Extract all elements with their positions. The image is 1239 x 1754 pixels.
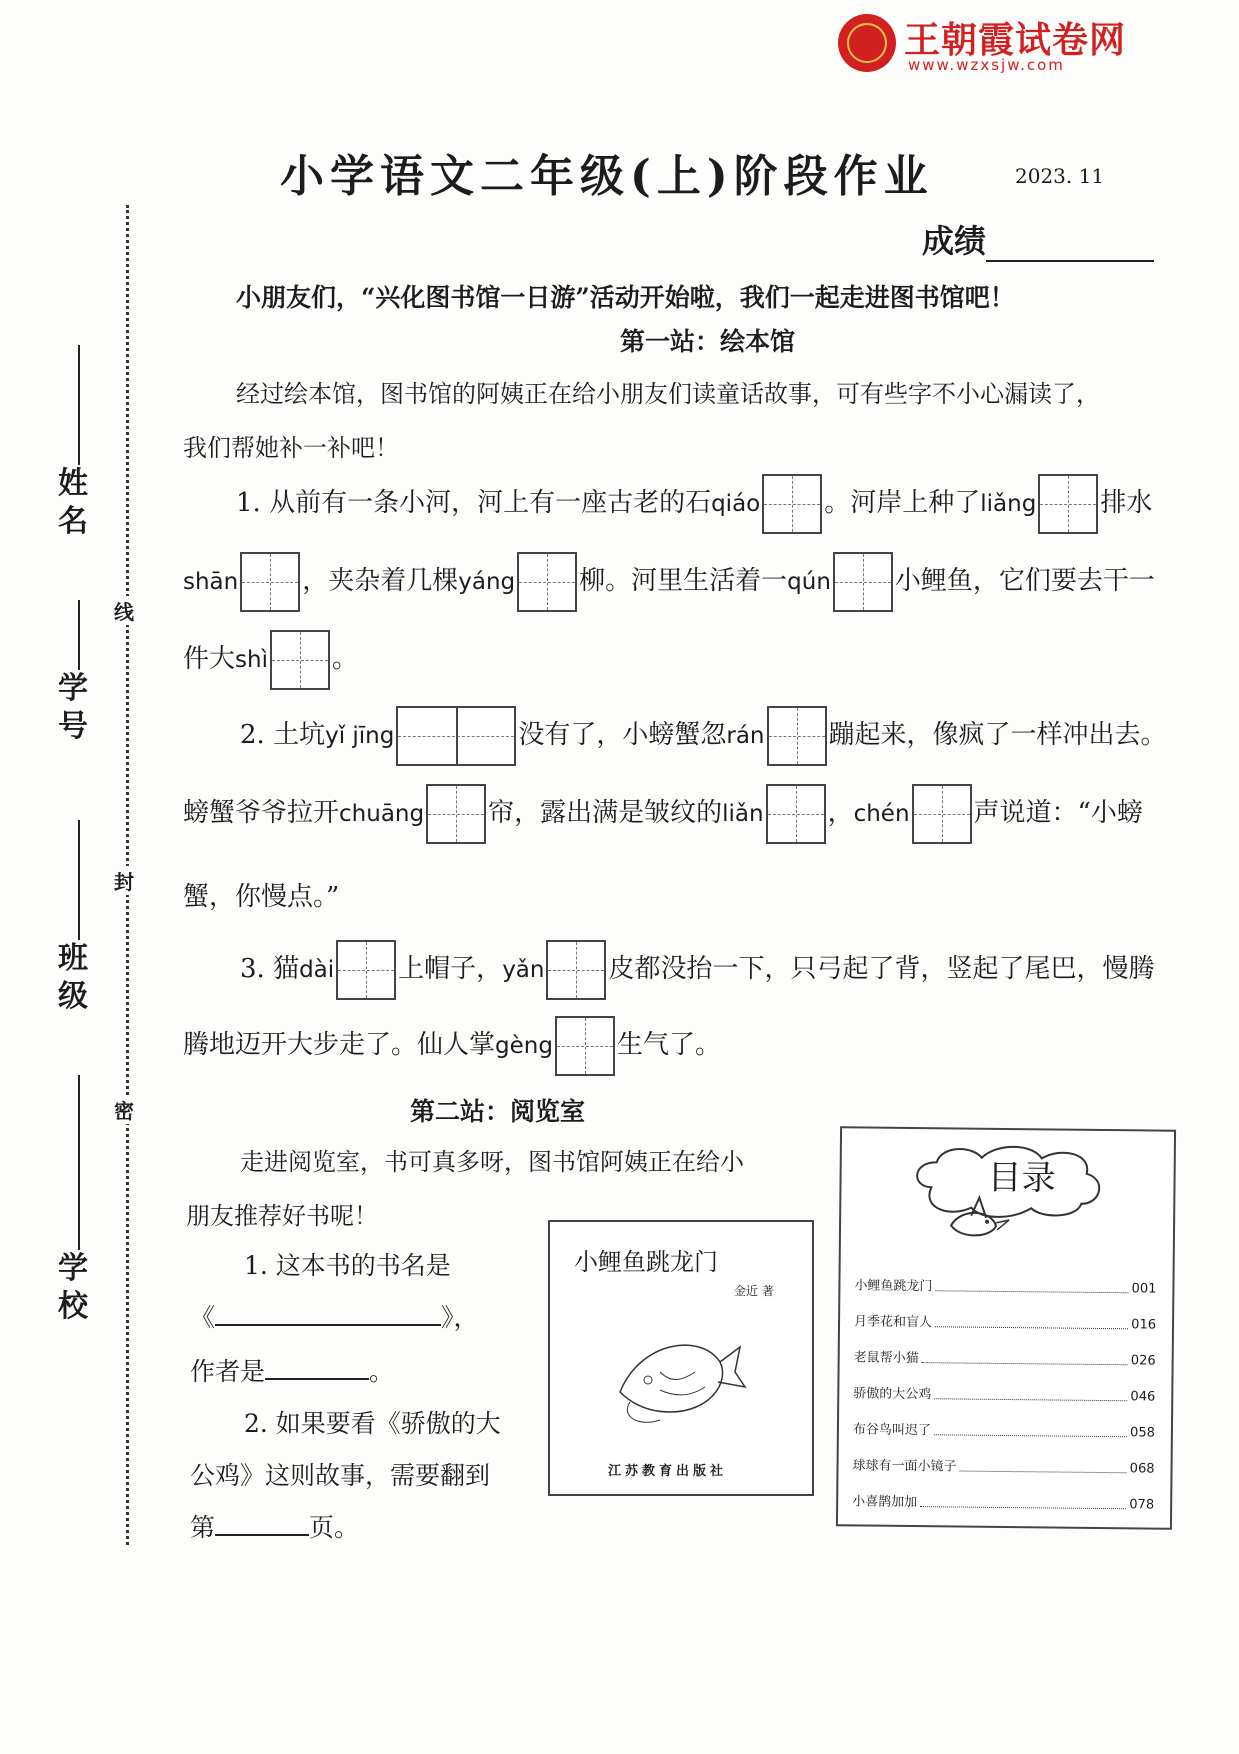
book-cover-image	[548, 1220, 814, 1496]
writing-box[interactable]	[546, 940, 606, 1000]
toc-heading: 目录	[987, 1157, 1056, 1199]
writing-box[interactable]	[767, 706, 827, 766]
table-of-contents	[836, 1126, 1176, 1529]
intro-text: 小朋友们，“兴化图书馆一日游”活动开始啦，我们一起走进图书馆吧！	[236, 283, 1015, 312]
logo-url-text: www.wzxsjw.com	[908, 56, 1065, 74]
class-field	[58, 820, 90, 1016]
student-id-label: 学号	[58, 671, 88, 744]
s2-q2-line3: 第 页。	[190, 1508, 359, 1548]
book-cover-author: 金近 著	[734, 1284, 774, 1298]
site-logo	[838, 10, 1158, 76]
score-blank[interactable]	[986, 232, 1154, 262]
q3-line1: 3. 猫dài 上帽子，yǎn 皮都没抬一下，只弓起了背，竖起了尾巴，慢腾	[240, 940, 1155, 1000]
station2-intro-line2: 朋友推荐好书呢！	[186, 1202, 378, 1230]
writing-box[interactable]	[912, 784, 972, 844]
writing-box[interactable]	[762, 474, 822, 534]
q2-line2: 螃蟹爷爷拉开chuāng 帘，露出满是皱纹的liǎn ，chén 声说道：“小螃	[183, 784, 1143, 844]
station2-title: 第二站：阅览室	[410, 1097, 586, 1126]
toc-entry: 月季花和盲人 016	[853, 1314, 1157, 1333]
school-field	[58, 1075, 90, 1326]
station1-instruction-line1: 经过绘本馆，图书馆的阿姨正在给小朋友们读童话故事，可有些字不小心漏读了，	[236, 380, 1100, 408]
toc-entry: 小鲤鱼跳龙门 001	[854, 1278, 1157, 1297]
seal-mark-seal: 封	[114, 866, 134, 895]
class-label: 班级	[58, 941, 88, 1014]
school-label: 学校	[58, 1251, 88, 1324]
logo-brand-text: 王朝霞试卷网	[904, 20, 1127, 61]
writing-box[interactable]	[270, 630, 330, 690]
writing-box-double[interactable]	[396, 706, 516, 766]
author-blank[interactable]	[265, 1352, 369, 1380]
toc-entry: 球球有一面小镜子 068	[852, 1458, 1155, 1477]
student-id-field	[58, 600, 90, 746]
toc-entry: 布谷鸟叫迟了 058	[852, 1422, 1155, 1441]
station2-intro-line1: 走进阅览室，书可真多呀，图书馆阿姨正在给小	[240, 1148, 744, 1176]
book-title-blank[interactable]	[215, 1298, 441, 1326]
school-blank[interactable]	[78, 1075, 80, 1250]
writing-box[interactable]	[336, 940, 396, 1000]
writing-box[interactable]	[240, 552, 300, 612]
q1-line2: shān ，夹杂着几棵yáng 柳。河里生活着一qún 小鲤鱼，它们要去干一	[183, 552, 1155, 612]
q1-line1: 1. 从前有一条小河，河上有一座古老的石qiáo 。河岸上种了liǎng 排水	[236, 474, 1152, 534]
name-label: 姓名	[58, 466, 88, 539]
q2-line3: 蟹，你慢点。”	[183, 882, 340, 912]
s2-q2-line2: 公鸡》这则故事，需要翻到	[190, 1461, 491, 1490]
book-cover-title: 小鲤鱼跳龙门	[574, 1248, 718, 1276]
toc-entry: 小喜鹊加加 078	[852, 1494, 1155, 1513]
writing-box[interactable]	[833, 552, 893, 612]
q1-line3: 件大shì 。	[183, 630, 358, 690]
date-label: 2023. 11	[1015, 164, 1105, 188]
name-blank[interactable]	[78, 345, 80, 465]
writing-box[interactable]	[517, 552, 577, 612]
q3-line2: 腾地迈开大步走了。仙人掌gèng 生气了。	[183, 1016, 721, 1076]
class-blank[interactable]	[78, 820, 80, 940]
score-field	[922, 216, 1154, 262]
writing-box[interactable]	[555, 1016, 615, 1076]
seal-mark-line: 线	[114, 596, 134, 625]
student-id-blank[interactable]	[78, 600, 80, 670]
s2-q1-title-blank: 《 》，	[190, 1298, 479, 1338]
station1-title: 第一站：绘本馆	[620, 327, 796, 356]
logo-badge-icon	[838, 14, 896, 72]
name-field	[58, 345, 90, 541]
q2-line1: 2. 土坑yǐ jīng 没有了，小螃蟹忽rán 蹦起来，像疯了一样冲出去。	[240, 706, 1167, 766]
page-number-blank[interactable]	[215, 1508, 309, 1536]
writing-box[interactable]	[766, 784, 826, 844]
toc-entry: 老鼠帮小猫 026	[853, 1350, 1156, 1369]
writing-box[interactable]	[1038, 474, 1098, 534]
score-label: 成绩	[922, 222, 987, 260]
s2-q1-prompt: 1. 这本书的书名是	[244, 1251, 451, 1280]
station1-instruction-line2: 我们帮她补一补吧！	[183, 434, 399, 462]
page-title: 小学语文二年级(上)阶段作业	[280, 151, 934, 202]
book-cover-publisher: 江苏教育出版社	[608, 1464, 728, 1479]
s2-q1-author-line: 作者是 。	[190, 1352, 394, 1392]
seal-mark-secret: 密	[114, 1095, 134, 1124]
toc-entry: 骄傲的大公鸡 046	[853, 1386, 1156, 1405]
carp-sketch-icon	[600, 1302, 750, 1442]
writing-box[interactable]	[426, 784, 486, 844]
s2-q2-line1: 2. 如果要看《骄傲的大	[244, 1409, 501, 1438]
